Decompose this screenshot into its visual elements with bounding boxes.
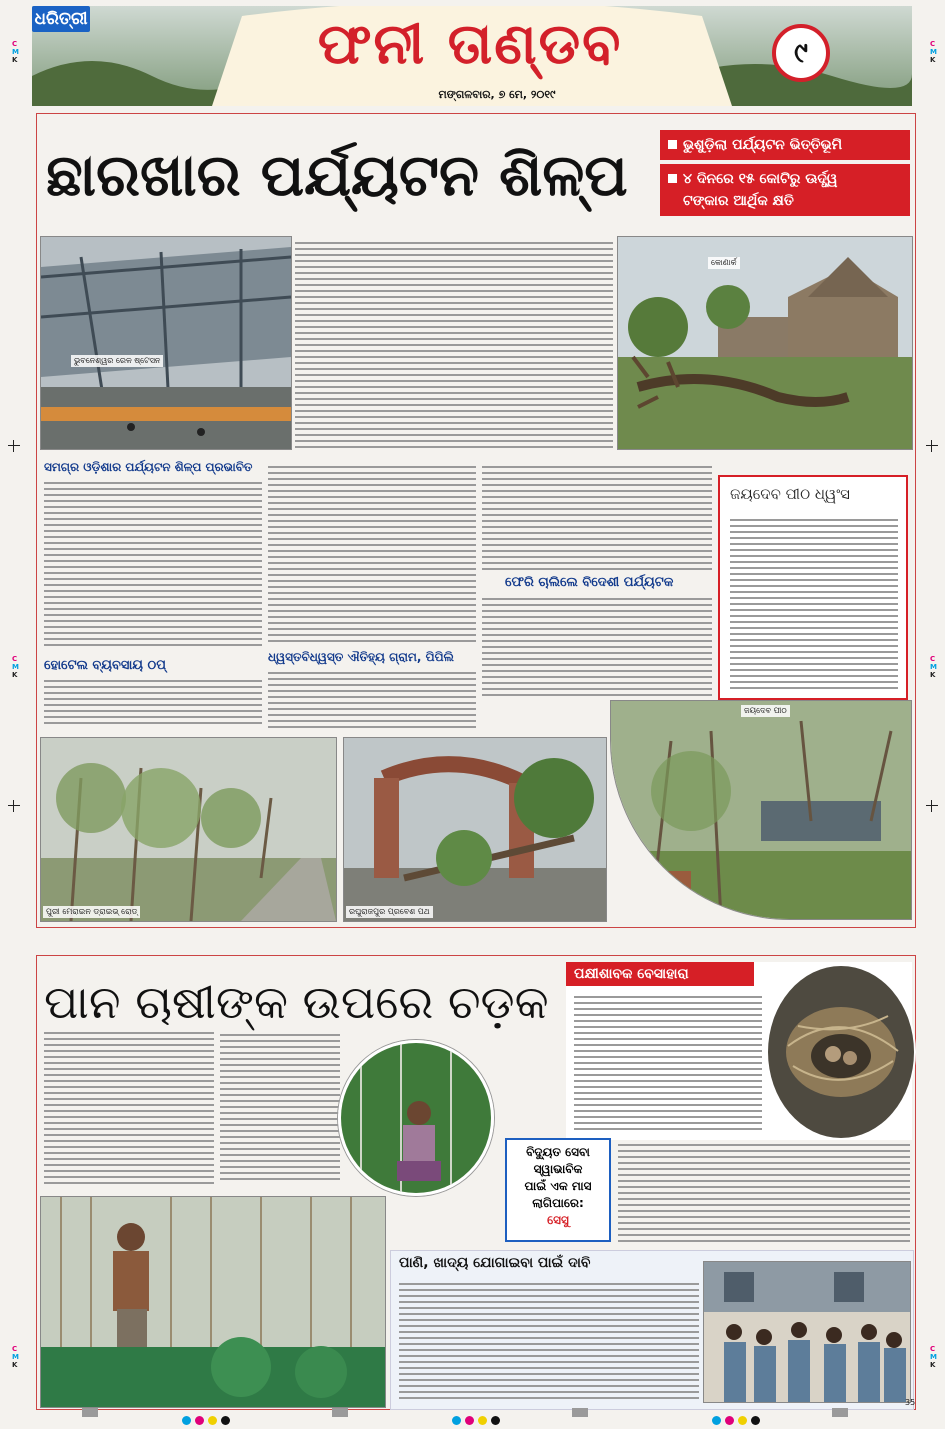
photo-paan-farm [40,1196,386,1408]
cmk-mark: C M K [930,1345,937,1369]
food-box [390,1250,914,1410]
subhead-foreign-tourists: ଫେରି ଚାଲିଲେ ବିଦେଶୀ ପର୍ଯ୍ୟଟକ [505,575,674,590]
paan-text-col-2 [220,1030,340,1190]
photo-crowd [703,1261,911,1403]
page-folio: 35 [905,1398,916,1407]
photo-bird-nest [766,964,916,1140]
column-3-text-2 [482,594,712,699]
power-line-3: ପାଇଁ ଏକ ମାସ [524,1179,592,1193]
sidebar-text [730,515,898,693]
registration-mark [8,800,20,812]
photo-konark [617,236,913,450]
photo-railway-station [40,236,292,450]
gray-swatch [332,1408,348,1417]
gray-swatch [832,1408,848,1417]
bullet-square-icon [668,140,677,149]
column-2-text [268,462,476,647]
power-box [505,1138,611,1242]
birds-text [574,992,762,1134]
food-title: ପାଣି, ଖାଦ୍ୟ ଯୋଗାଇବା ପାଇଁ ଦାବି [399,1255,591,1271]
column-2-text-2 [268,668,476,733]
power-line-5: ସେସୁ [547,1213,569,1227]
masthead [32,6,912,106]
cmk-mark: C M K [12,1345,19,1369]
photo-caption: ପୁରୀ ମେରାଇନ ଡ୍ରାଇଭ୍ ରୋଡ୍ [43,906,140,918]
paper-logo: ଧରିତ୍ରୀ [32,6,90,32]
nest-image [768,966,914,1138]
station-image [41,237,291,449]
subhead-hotel-business: ହୋଟେଲ ବ୍ୟବସାୟ ଠପ୍ [44,658,166,673]
cmyk-dots [710,1410,762,1429]
cmyk-dots [450,1410,502,1429]
subhead-tourism-affected: ସମଗ୍ର ଓଡ଼ିଶାର ପର୍ଯ୍ୟଟନ ଶିଳ୍ପ ପ୍ରଭାବିତ [44,460,253,474]
sidebar-jayadev [718,475,908,700]
power-text [618,1140,910,1242]
photo-caption: ରଘୁରାଜପୁର ପ୍ରବେଶ ପଥ [346,906,433,918]
column-3-text [482,462,712,572]
lead-headline: ଛାରଖାର ପର୍ଯ୍ୟଟନ ଶିଳ୍ପ [46,141,628,209]
power-line-1: ବିଦ୍ୟୁତ ସେବା [526,1145,590,1159]
paan-text-col-1 [44,1028,214,1188]
crowd-image [704,1262,910,1402]
highlight-box-2 [660,164,910,216]
photo-raghurajpur [343,737,607,922]
registration-mark [926,440,938,452]
marine-drive-image [41,738,336,921]
photo-caption: ଜୟଦେବ ପୀଠ [741,705,790,717]
photo-marine-drive [40,737,337,922]
bullet-square-icon [668,174,677,183]
cmk-mark: C M K [930,655,937,679]
paan-farm-image [41,1197,385,1407]
cmyk-dots [180,1410,232,1429]
sidebar-title: ଜୟଦେବ ପୀଠ ଧ୍ୱଂସ [730,485,850,503]
gray-swatch [572,1408,588,1417]
birds-box [566,962,912,1140]
gray-swatch [82,1408,98,1417]
photo-caption: ଭୁବନେଶ୍ୱର ରେଳ ଷ୍ଟେସନ [71,355,163,367]
cmk-mark: C M K [12,655,19,679]
column-1-text-2 [44,676,262,731]
konark-image [618,237,912,449]
photo-farmer-circle [338,1040,494,1196]
column-1-text [44,478,262,653]
subhead-pipili: ଧ୍ୱସ୍ତବିଧ୍ୱସ୍ତ ଐତିହ୍ୟ ଗ୍ରାମ, ପିପିଲି [268,650,454,664]
highlight-2-line1: ୪ ଦିନରେ ୧୫ କୋଟିରୁ ଊର୍ଦ୍ଧ୍ୱ [683,171,838,187]
section-title: ଫନୀ ତାଣ୍ଡବ [317,12,623,77]
farmer-image [341,1043,491,1193]
food-text [399,1279,699,1405]
cmk-mark: C M K [12,40,19,64]
print-color-bar [70,1408,870,1422]
page-number: ୯ [794,36,808,69]
highlight-1-text: ଭୁଶୁଡ଼ିଲା ପର୍ଯ୍ୟଟନ ଭିତ୍ତିଭୂମି [683,137,843,153]
highlight-2-line2: ଟଙ୍କାର ଆର୍ଥିକ କ୍ଷତି [683,193,794,209]
power-line-4: ଲାଗିପାରେ: [532,1196,584,1210]
registration-mark [8,440,20,452]
registration-mark [926,800,938,812]
photo-caption: କୋଣାର୍କ [708,257,740,269]
lead-body-text [295,238,613,450]
page-number-badge [772,24,830,82]
power-line-2: ସ୍ୱାଭାବିକ [533,1162,583,1176]
second-headline: ପାନ ଚାଷୀଙ୍କ ଉପରେ ଚଡ଼କ [44,975,549,1029]
page-date: ମଙ୍ଗଳବାର, ୭ ମେ, ୨୦୧୯ [438,88,556,101]
highlight-box-1 [660,130,910,160]
raghurajpur-image [344,738,606,921]
cmk-mark: C M K [930,40,937,64]
birds-title: ପକ୍ଷୀଶାବକ ବେସାହାରା [566,962,754,986]
